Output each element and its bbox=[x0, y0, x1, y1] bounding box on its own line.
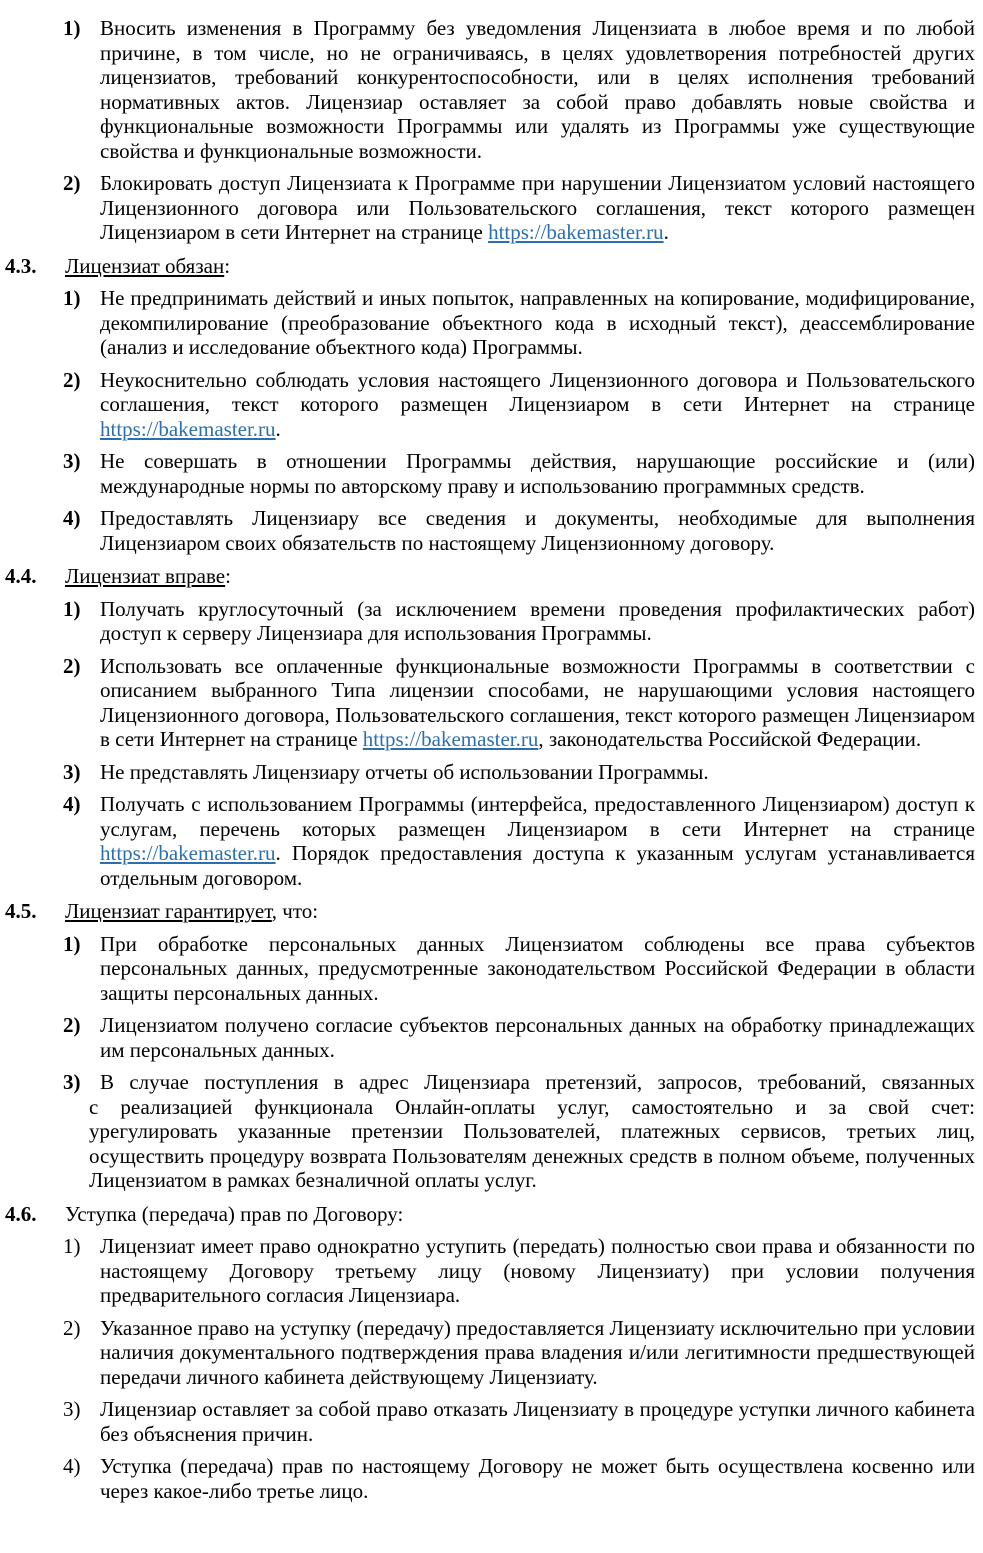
text-run: Лицензиат имеет право однократно уступить (передать) полностью свои права и обязанности по настоящему Договору третьему лицу (новому Лицензиату) при условии получения предварительного согласия Лицензиара. bbox=[100, 1234, 975, 1307]
item-marker: 2) bbox=[63, 367, 81, 392]
item-marker: 1) bbox=[63, 596, 81, 621]
item-marker: 2) bbox=[63, 1315, 81, 1340]
item-marker: 3) bbox=[63, 1070, 81, 1094]
section-number: 4.4. bbox=[5, 564, 37, 588]
item-marker: 3) bbox=[63, 759, 81, 784]
item-paragraph bbox=[100, 1397, 975, 1446]
text-run: . bbox=[275, 416, 281, 441]
item-paragraph bbox=[100, 932, 975, 1006]
item-paragraph bbox=[100, 792, 975, 890]
text-run: Не совершать в отношении Программы действия, нарушающие российские и (или) международные нормы по авторскому праву и использованию программных средств. bbox=[100, 449, 975, 498]
item-marker: 2) bbox=[63, 653, 81, 678]
text-run: , законодательства Российской Федерации. bbox=[538, 727, 922, 751]
section-title-suffix: : bbox=[225, 564, 231, 588]
text-run: Предоставлять Лицензиару все сведения и документы, необходимые для выполнения Лицензиаром своих обязательств по настоящему Лицензионному договору. bbox=[100, 506, 975, 555]
item-paragraph bbox=[100, 760, 975, 785]
item-paragraph bbox=[89, 1095, 975, 1120]
list-item-4-4-1 bbox=[5, 597, 975, 646]
item-paragraph bbox=[100, 16, 975, 163]
item-paragraph bbox=[100, 1234, 975, 1308]
text-run: урегулировать указанные претензии Пользователей, платежных сервисов, третьих лиц, осуществить процедуру возврата Пользователям денежных средств в полном объеме, полученных Лицензиатом в рамках безналичной оплаты услуг. bbox=[89, 1119, 975, 1192]
item-paragraph bbox=[100, 506, 975, 555]
section-heading-4-5 bbox=[5, 899, 975, 924]
item-paragraph bbox=[100, 1454, 975, 1503]
item-marker: 4) bbox=[63, 506, 81, 530]
section-title-suffix: : bbox=[224, 253, 231, 278]
item-marker: 4) bbox=[63, 792, 81, 816]
text-run: Лицензиар оставляет за собой право отказать Лицензиату в процедуре уступки личного кабинета без объяснения причин. bbox=[100, 1397, 975, 1446]
section-number: 4.6. bbox=[5, 1201, 37, 1226]
item-marker: 3) bbox=[63, 449, 81, 473]
text-run: Не предпринимать действий и иных попыток, направленных на копирование, модифицирование, декомпилирование (преобразование объектного кода в исходный текст), деассемблирование (анализ и исследование объектного кода) Программы. bbox=[100, 286, 975, 359]
item-paragraph bbox=[100, 597, 975, 646]
bakemaster-link[interactable]: https://bakemaster.ru bbox=[362, 727, 539, 751]
document-body bbox=[5, 16, 975, 1503]
section-heading-4-6 bbox=[5, 1202, 975, 1227]
list-item-4-4-4 bbox=[5, 792, 975, 890]
item-paragraph bbox=[100, 1316, 975, 1390]
item-marker: 1) bbox=[63, 286, 81, 310]
section-title-suffix: , что: bbox=[271, 899, 319, 923]
text-run: Вносить изменения в Программу без уведомления Лицензиата в любое время и по любой причине, в том числе, но не ограничиваясь, в целях удовлетворения потребностей других лицензиатов, требований конкурентоспособности, или в целях исполнения требований нормативных актов. Лицензиар оставляет за собой право добавлять новые свойства и функциональные возможности Программы или удалять из Программы уже существующие свойства и функциональные возможности. bbox=[100, 16, 975, 163]
list-item-4-3-1 bbox=[5, 286, 975, 360]
text-run: Указанное право на уступку (передачу) предоставляется Лицензиату исключительно при условии наличия документального подтверждения права владения и/или легитимности предшествующей передачи личного кабинета действующему Лицензиату. bbox=[100, 1315, 975, 1389]
item-marker: 1) bbox=[63, 1234, 81, 1258]
text-run: Использовать все оплаченные функциональные возможности Программы в соответствии с описанием выбранного Типа лицензии способами, не нарушающими условия настоящего Лицензионного договора, Пользовательского соглашения, текст которого размещен Лицензиаром в сети Интернет на странице bbox=[100, 653, 975, 751]
bakemaster-link[interactable]: https://bakemaster.ru bbox=[100, 841, 276, 865]
list-item-4-5-1 bbox=[5, 932, 975, 1006]
list-item-4-6-4 bbox=[5, 1454, 975, 1503]
section-title: Уступка (передача) прав по Договору bbox=[65, 1201, 398, 1226]
list-item-4-6-1 bbox=[5, 1234, 975, 1308]
section-number: 4.3. bbox=[5, 253, 37, 278]
text-run: При обработке персональных данных Лицензиатом соблюдены все права субъектов персональных данных, предусмотренные законодательством Российской Федерации в области защиты персональных данных. bbox=[100, 931, 975, 1005]
section-title: Лицензиат вправе bbox=[65, 564, 226, 588]
section-heading-4-4 bbox=[5, 564, 975, 589]
section-title-suffix: : bbox=[397, 1201, 404, 1226]
text-run: Лицензиатом получено согласие субъектов персональных данных на обработку принадлежащих им персональных данных. bbox=[100, 1013, 975, 1062]
list-item-4-5-2 bbox=[5, 1013, 975, 1062]
item-paragraph bbox=[89, 1070, 975, 1095]
list-item-prev-1 bbox=[5, 16, 975, 163]
bakemaster-link[interactable]: https://bakemaster.ru bbox=[488, 220, 664, 244]
list-item-4-6-3 bbox=[5, 1397, 975, 1446]
list-item-prev-2 bbox=[5, 171, 975, 245]
text-run: Получать круглосуточный (за исключением времени проведения профилактических работ) доступ к серверу Лицензиара для использования Программы. bbox=[100, 596, 975, 645]
list-item-4-6-2 bbox=[5, 1316, 975, 1390]
text-run: В случае поступления в адрес Лицензиара претензий, запросов, требований, связанных bbox=[100, 1070, 975, 1094]
list-item-4-4-2 bbox=[5, 654, 975, 752]
list-item-4-4-3 bbox=[5, 760, 975, 785]
item-paragraph bbox=[100, 449, 975, 498]
item-paragraph bbox=[89, 1119, 975, 1193]
item-marker: 4) bbox=[63, 1454, 81, 1478]
list-item-4-3-2 bbox=[5, 368, 975, 442]
item-marker: 3) bbox=[63, 1397, 81, 1421]
text-run: . bbox=[663, 220, 669, 244]
item-paragraph bbox=[100, 171, 975, 245]
item-paragraph bbox=[100, 654, 975, 752]
list-item-4-5-3 bbox=[5, 1070, 975, 1193]
section-number: 4.5. bbox=[5, 899, 37, 923]
text-run: Получать с использованием Программы (интерфейса, предоставленного Лицензиаром) доступ к услугам, перечень которых размещен Лицензиаром в сети Интернет на странице bbox=[100, 792, 975, 841]
item-paragraph bbox=[100, 368, 975, 442]
text-run: Неукоснительно соблюдать условия настоящего Лицензионного договора и Пользовательского соглашения, текст которого размещен Лицензиаром в сети Интернет на странице bbox=[100, 367, 975, 416]
bakemaster-link[interactable]: https://bakemaster.ru bbox=[100, 416, 276, 441]
section-heading-4-3 bbox=[5, 254, 975, 279]
text-run: . Порядок предоставления доступа к указанным услугам устанавливается отдельным договором. bbox=[100, 841, 975, 890]
section-title: Лицензиат гарантирует bbox=[65, 899, 272, 923]
list-item-4-3-3 bbox=[5, 449, 975, 498]
item-marker: 2) bbox=[63, 1013, 81, 1037]
text-run: Блокировать доступ Лицензиата к Программе при нарушении Лицензиатом условий настоящего Лицензионного договора или Пользовательского соглашения, текст которого размещен Лицензиаром в сети Интернет на странице bbox=[100, 171, 975, 244]
text-run: Не представлять Лицензиару отчеты об использовании Программы. bbox=[100, 759, 709, 784]
item-paragraph bbox=[100, 286, 975, 360]
list-item-4-3-4 bbox=[5, 506, 975, 555]
item-marker: 1) bbox=[63, 16, 81, 40]
item-marker: 2) bbox=[63, 171, 81, 195]
item-marker: 1) bbox=[63, 931, 81, 956]
item-paragraph bbox=[100, 1013, 975, 1062]
section-title: Лицензиат обязан bbox=[65, 253, 225, 278]
text-run: с реализацией функционала Онлайн-оплаты услуг, самостоятельно и за свой счет: bbox=[89, 1094, 975, 1119]
text-run: Уступка (передача) прав по настоящему Договору не может быть осуществлена косвенно или через какое-либо третье лицо. bbox=[100, 1454, 975, 1503]
